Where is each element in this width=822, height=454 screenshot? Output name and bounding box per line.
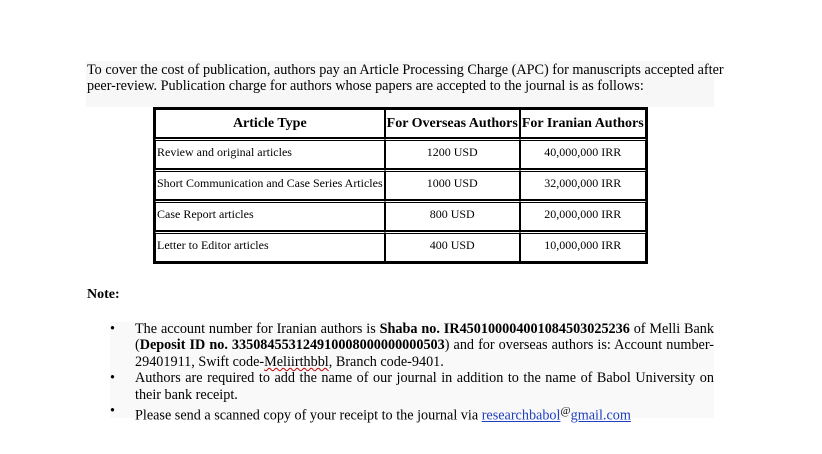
deposit-id: Deposit ID no. 335084553124910008000000000503 bbox=[139, 337, 445, 354]
note-heading: Note: bbox=[87, 287, 120, 302]
list-item bbox=[110, 403, 714, 424]
cell-overseas-fee: 400 USD bbox=[385, 231, 520, 262]
table-row bbox=[155, 169, 646, 200]
cell-iranian-fee: 40,000,000 IRR bbox=[520, 138, 646, 169]
table-row bbox=[155, 138, 646, 169]
note-text: Authors are required to add the name of our journal in addition to the name of Babol University on their bank receipt. bbox=[135, 370, 714, 403]
note-text: ) and for overseas authors is: Account number-29401911, Swift code- bbox=[135, 337, 715, 370]
shaba-number: Shaba no. IR450100004001084503025236 bbox=[379, 321, 630, 337]
email-domain-link[interactable]: gmail.com bbox=[570, 407, 631, 424]
bullet-icon: • bbox=[110, 321, 115, 337]
bullet-icon: • bbox=[110, 403, 115, 420]
list-item bbox=[110, 321, 714, 370]
note-text: of Melli Bank ( bbox=[135, 321, 714, 354]
table-row bbox=[155, 200, 646, 231]
note-text: The account number for Iranian authors is bbox=[135, 321, 380, 337]
cell-iranian-fee: 32,000,000 IRR bbox=[520, 169, 646, 200]
intro-line-2: peer-review. Publication charge for authors whose papers are accepted to the journal is as follows: bbox=[87, 78, 644, 94]
apc-table bbox=[153, 107, 648, 264]
bullet-icon: • bbox=[110, 370, 115, 387]
at-sign: @ bbox=[560, 405, 571, 418]
header-article-type: Article Type bbox=[155, 109, 385, 138]
cell-overseas-fee: 800 USD bbox=[385, 200, 520, 231]
intro-paragraph bbox=[87, 62, 724, 94]
intro-line-1: To cover the cost of publication, authors pay an Article Processing Charge (APC) for manuscripts accepted after bbox=[87, 62, 724, 78]
cell-article-type: Short Communication and Case Series Articles bbox=[155, 169, 385, 200]
apc-table-wrapper bbox=[153, 107, 648, 264]
notes-list bbox=[110, 321, 714, 424]
header-overseas-authors: For Overseas Authors bbox=[385, 109, 520, 138]
cell-article-type: Letter to Editor articles bbox=[155, 231, 385, 262]
swift-code: Meliirthbbl bbox=[264, 353, 329, 370]
email-user-link[interactable]: researchbabol bbox=[481, 407, 561, 424]
header-iranian-authors: For Iranian Authors bbox=[520, 109, 646, 138]
cell-article-type: Review and original articles bbox=[155, 138, 385, 169]
table-row bbox=[155, 231, 646, 262]
cell-overseas-fee: 1000 USD bbox=[385, 169, 520, 200]
note-text: , Branch code-9401. bbox=[328, 353, 444, 370]
cell-overseas-fee: 1200 USD bbox=[385, 138, 520, 169]
note-text: Please send a scanned copy of your receipt to the journal via bbox=[135, 407, 482, 424]
cell-article-type: Case Report articles bbox=[155, 200, 385, 231]
list-item bbox=[110, 370, 714, 403]
table-header-row bbox=[155, 109, 646, 138]
cell-iranian-fee: 20,000,000 IRR bbox=[520, 200, 646, 231]
cell-iranian-fee: 10,000,000 IRR bbox=[520, 231, 646, 262]
